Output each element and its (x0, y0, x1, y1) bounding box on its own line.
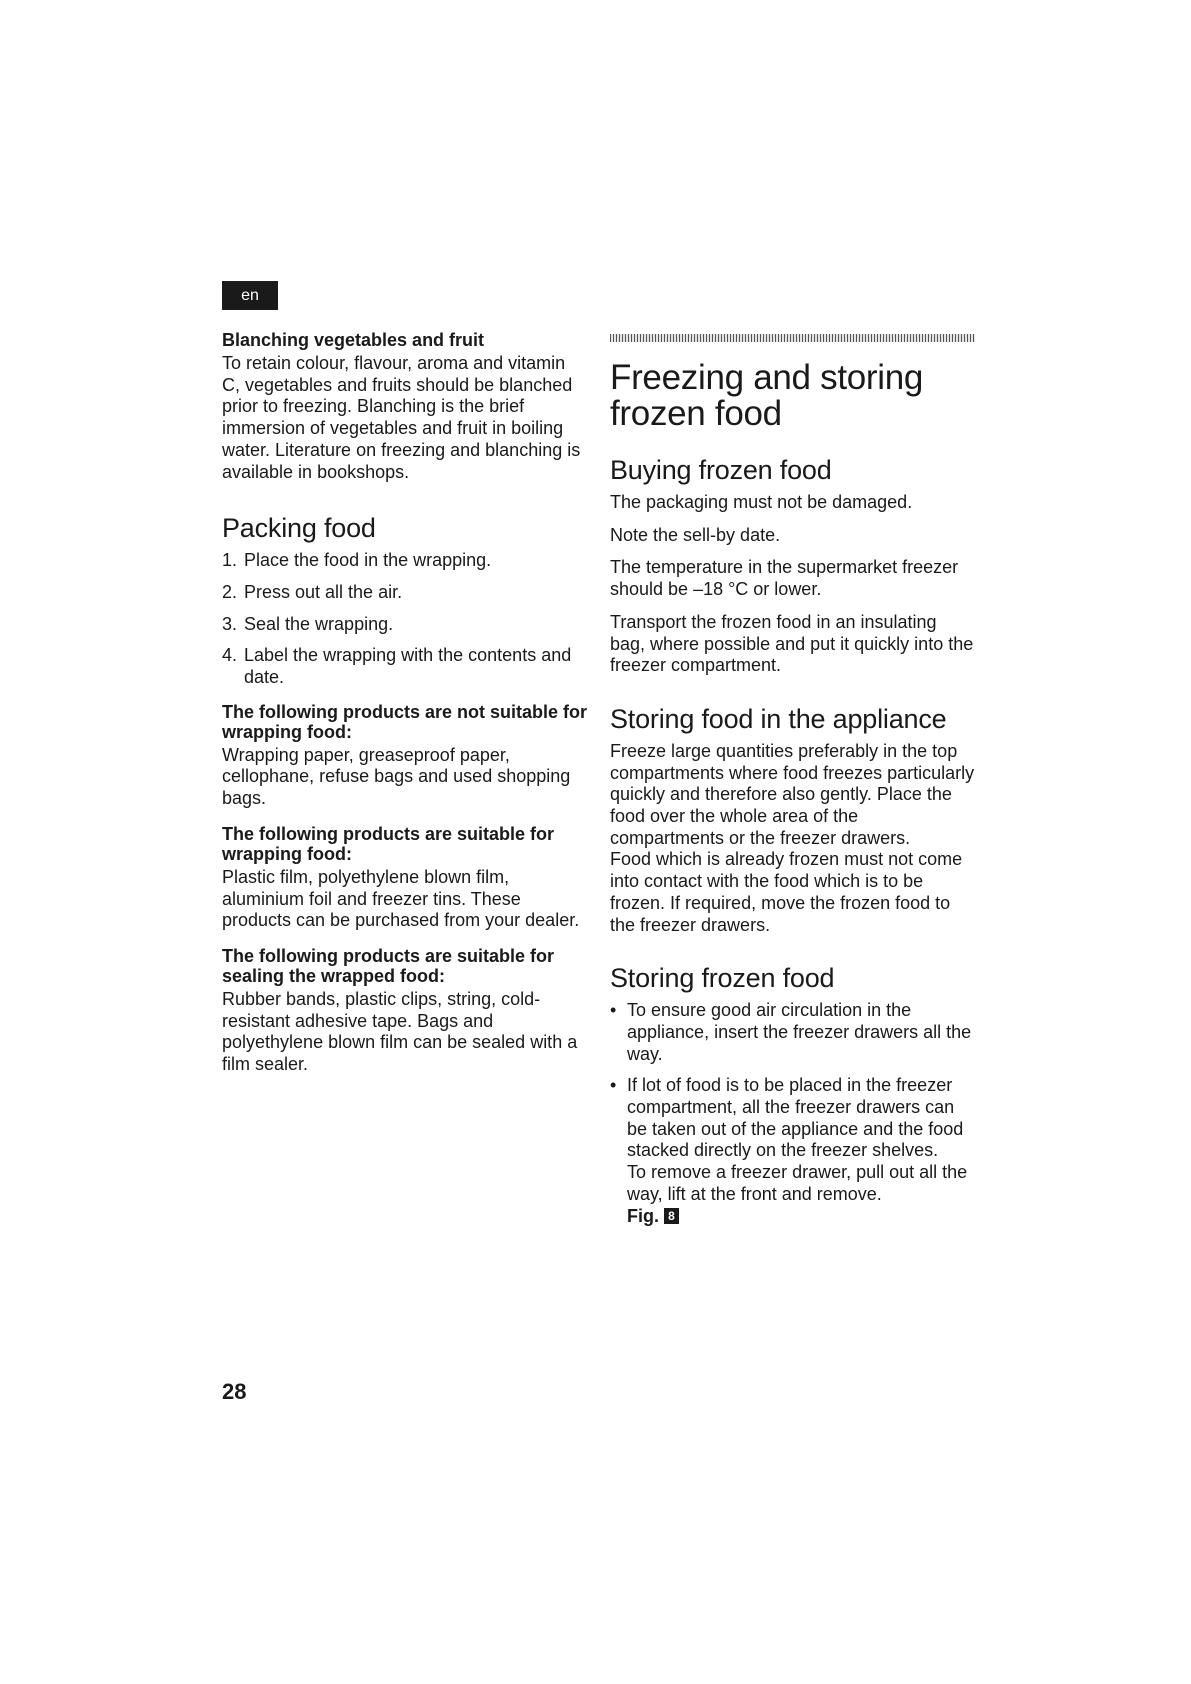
step-item (222, 614, 588, 636)
bullet-body (627, 1075, 975, 1227)
figure-reference (627, 1206, 975, 1228)
figure-number-badge: 8 (664, 1208, 679, 1224)
sealing-text: Rubber bands, plastic clips, string, cold-resistant adhesive tape. Bags and polyethylene blown film can be sealed with a film sealer. (222, 988, 578, 1075)
storing-appliance-heading: Storing food in the appliance (610, 703, 947, 734)
buying-text-4: Transport the frozen food in an insulating bag, where possible and put it quickly into the freezer compartment. (610, 611, 974, 676)
page-number: 28 (222, 1379, 247, 1404)
suitable-title: The following products are suitable for wrapping food: (222, 823, 555, 864)
step-text: Place the food in the wrapping. (244, 550, 492, 571)
main-heading: Freezing and storing frozen food (610, 358, 924, 433)
figure-label: Fig. (627, 1205, 659, 1226)
step-number: 2. (222, 581, 238, 602)
right-column (610, 334, 975, 1237)
left-column (222, 330, 588, 1076)
step-text: Seal the wrapping. (244, 613, 394, 634)
packing-heading: Packing food (222, 513, 376, 544)
not-suitable-title: The following products are not suitable for wrapping food: (222, 701, 588, 742)
sealing-title: The following products are suitable for sealing the wrapped food: (222, 945, 555, 986)
step-item (222, 645, 588, 688)
step-number: 4. (222, 645, 238, 666)
language-tag: en (222, 281, 278, 310)
suitable-text: Plastic film, polyethylene blown film, aluminium foil and freezer tins. These products can be purchased from your dealer. (222, 866, 580, 931)
step-text: Press out all the air. (244, 581, 403, 602)
packing-steps (222, 550, 588, 689)
section-rule (610, 334, 975, 342)
buying-heading: Buying frozen food (610, 455, 832, 485)
buying-text-3: The temperature in the supermarket freezer should be –18 °C or lower. (610, 557, 959, 600)
list-item (610, 1000, 975, 1065)
bullet-extra-text: To remove a freezer drawer, pull out all the way, lift at the front and remove. (627, 1162, 968, 1204)
not-suitable-text: Wrapping paper, greaseproof paper, cellophane, refuse bags and used shopping bags. (222, 744, 571, 809)
step-number: 1. (222, 550, 238, 571)
step-item (222, 582, 588, 604)
bullet: • (610, 1075, 617, 1096)
bullet: • (610, 1000, 617, 1021)
blanching-title: Blanching vegetables and fruit (222, 330, 485, 350)
step-item (222, 550, 588, 572)
bullet-text: To ensure good air circulation in the appliance, insert the freezer drawers all the way. (627, 1000, 972, 1064)
storing-frozen-list (610, 1000, 975, 1227)
storing-frozen-heading: Storing frozen food (610, 963, 835, 994)
step-text: Label the wrapping with the contents and date. (244, 645, 572, 688)
buying-text-1: The packaging must not be damaged. (610, 492, 913, 512)
blanching-text: To retain colour, flavour, aroma and vitamin C, vegetables and fruits should be blanched prior to freezing. Blanching is the brief immersion of vegetables and fruit in boiling water. Literature on freezing and blanching is available in bookshops. (222, 353, 581, 482)
bullet-text: If lot of food is to be placed in the freezer compartment, all the freezer drawers can be taken out of the appliance and the food stacked directly on the freezer shelves. (627, 1075, 964, 1161)
storing-appliance-text-2: Food which is already frozen must not come into contact with the food which is to be frozen. If required, move the frozen food to the freezer drawers. (610, 849, 963, 935)
step-number: 3. (222, 613, 238, 634)
storing-appliance-text-1: Freeze large quantities preferably in the top compartments where food freezes particularly quickly and therefore also gently. Place the food over the whole area of the compartments or the freezer drawers. (610, 740, 975, 848)
list-item (610, 1075, 975, 1227)
buying-text-2: Note the sell-by date. (610, 524, 781, 545)
